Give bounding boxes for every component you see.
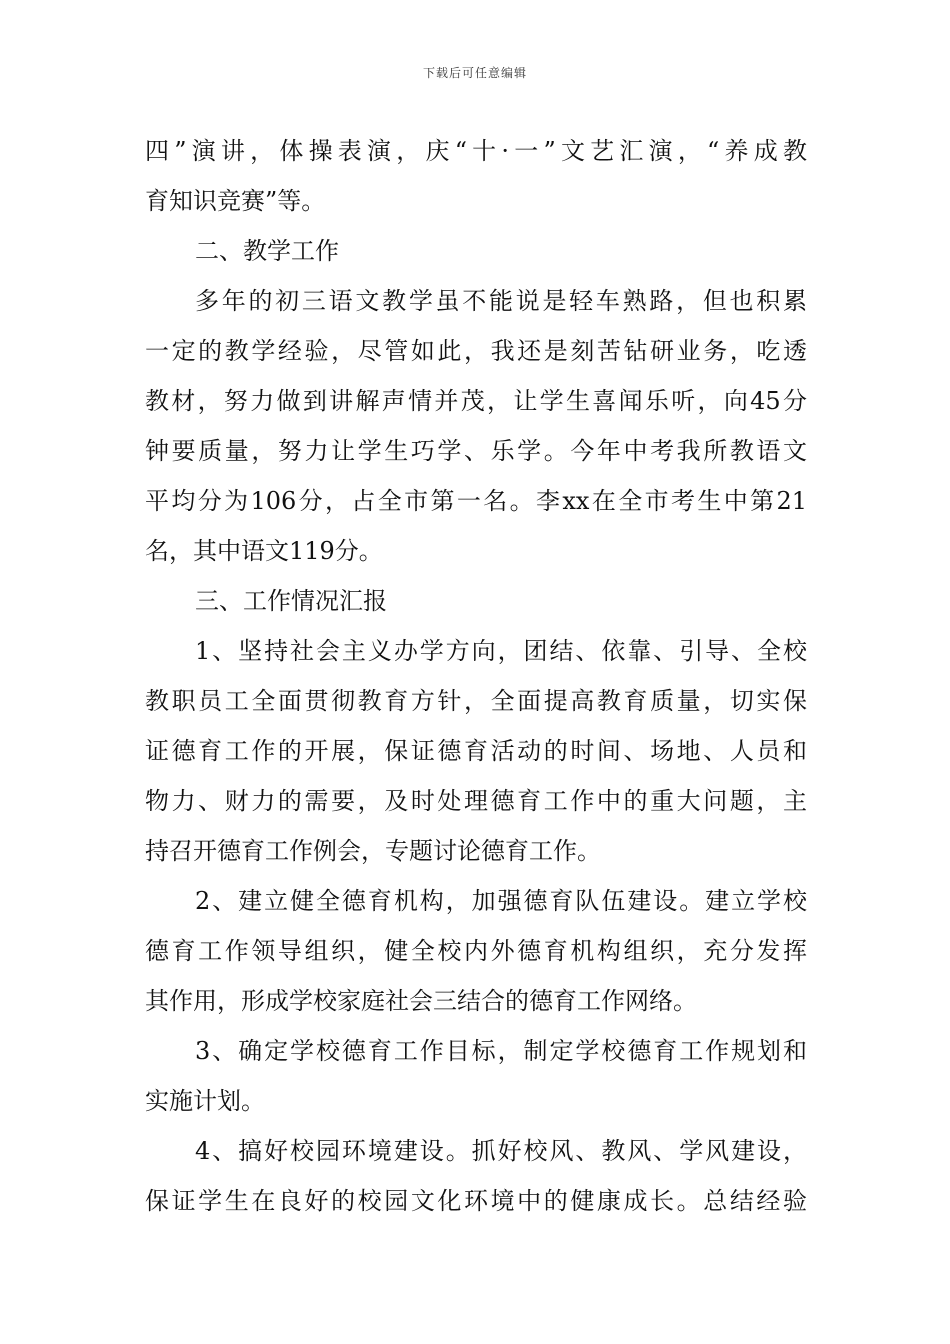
body-line: 德育工作领导组织，健全校内外德育机构组织，充分发挥 [145,937,807,965]
body-line: 一定的教学经验，尽管如此，我还是刻苦钻研业务，吃透 [145,337,807,365]
body-line: 多年的初三语文教学虽不能说是轻车熟路，但也积累 [195,287,807,315]
body-line: 3、确定学校德育工作目标，制定学校德育工作规划和 [195,1037,807,1065]
body-line: 钟要质量，努力让学生巧学、乐学。今年中考我所教语文 [145,437,807,465]
section-heading: 二、教学工作 [195,237,339,265]
body-line: 教材，努力做到讲解声情并茂，让学生喜闻乐听，向45分 [145,387,807,415]
body-line: 其作用，形成学校家庭社会三结合的德育工作网络。 [145,987,697,1015]
body-line: 名，其中语文119分。 [145,537,383,565]
body-line: 平均分为106分，占全市第一名。李xx在全市考生中第21 [145,487,807,515]
body-line: 教职员工全面贯彻教育方针，全面提高教育质量，切实保 [145,687,807,715]
body-line: 育知识竞赛”等。 [145,187,326,215]
body-line: 实施计划。 [145,1087,265,1115]
body-line: 保证学生在良好的校园文化环境中的健康成长。总结经验 [145,1187,807,1215]
body-line: 4、搞好校园环境建设。抓好校风、教风、学风建设， [195,1137,807,1165]
body-line: 证德育工作的开展，保证德育活动的时间、场地、人员和 [145,737,807,765]
body-line: 四”演讲，体操表演，庆“十·一”文艺汇演，“养成教 [145,137,807,165]
body-line: 1、坚持社会主义办学方向，团结、依靠、引导、全校 [195,637,807,665]
page-header-note: 下载后可任意编辑 [422,66,527,80]
section-heading: 三、工作情况汇报 [195,587,387,615]
body-line: 物力、财力的需要，及时处理德育工作中的重大问题，主 [145,787,807,815]
body-line: 持召开德育工作例会，专题讨论德育工作。 [145,837,601,865]
document-body [145,126,807,1226]
body-line: 2、建立健全德育机构，加强德育队伍建设。建立学校 [195,887,807,915]
